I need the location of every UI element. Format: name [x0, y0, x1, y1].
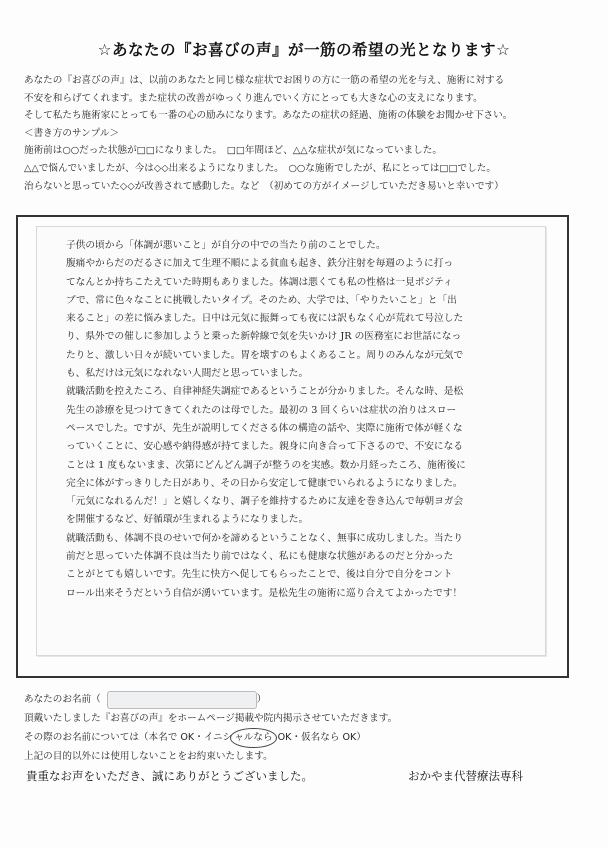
- testimonial-line: 就職活動を控えたころ、自律神経失調症であるということが分かりました。そんな時、是松: [66, 386, 464, 398]
- testimonial-line: 「元気になれるんだ！」と嬉しくなり、調子を維持するために友達を巻き込んで毎朝ヨガ会: [66, 496, 464, 508]
- testimonial-line: も、私だけは元気になれない人間だと思っていました。: [66, 368, 309, 380]
- name-consent-section: [24, 690, 594, 765]
- testimonial-line: 就職活動も、体調不良のせいで何かを諦めるということなく、無事に成功しました。当たり: [66, 532, 463, 544]
- intro-line: あなたの『お喜びの声』は、以前のあなたと同じ様な症状でお困りの方に一筋の希望の光を与え、施術に対する: [24, 75, 505, 86]
- testimonial-line: 来ること」の差に悩みました。日中は元気に振舞っても夜には訳もなく心が荒れて号泣した: [66, 313, 464, 325]
- usage-notice: 上記の目的以外には使用しないことをお約束いたします。: [24, 750, 273, 762]
- name-label: あなたのお名前（: [24, 694, 101, 706]
- intro-text: [24, 72, 594, 195]
- page-title: ☆あなたの『お喜びの声』が一筋の希望の光となります☆: [97, 41, 511, 59]
- testimonial-text: [66, 237, 536, 603]
- testimonial-line: ことがとても嬉しいです。先生に快方へ促してもらったことで、後は自分で自分をコント: [66, 569, 453, 581]
- thanks-message: 貴重なお声をいただき、誠にありがとうございました。: [26, 769, 314, 783]
- sample-line: 治らないと思っていた◇◇が改善されて感動した。など （初めての方がイメージしていただき易いと幸いです）: [24, 180, 504, 192]
- testimonial-line: たりと、激しい日々が続いていました。胃を壊すのもよくあること。周りのみんなが元気で: [66, 349, 464, 361]
- name-field[interactable]: [107, 691, 257, 709]
- testimonial-line: 先生の診療を見つけてきてくれたのは母でした。最初の 3 回くらいは症状の治りはスロー: [66, 404, 457, 416]
- testimonial-line: っていくことに、安心感や納得感が持てました。親身に向き合って下さるので、不安になる: [66, 441, 463, 453]
- sample-heading: ＜書き方のサンプル＞: [24, 127, 120, 139]
- testimonial-line: てなんとか持ちこたえていた時期もありました。体調は悪くても私の性格は一見ポジティ: [66, 276, 453, 288]
- testimonial-line: 腹痛やからだのだるさに加えて生理不順による貧血も起き、鉄分注射を毎週のように打っ: [66, 258, 454, 270]
- initials-option-circled: ャルなら: [230, 728, 276, 748]
- testimonial-line: 子供の頃から「体調が悪いこと」が自分の中での当たり前のことでした。: [66, 240, 386, 251]
- clinic-name: おかやま代替療法専科: [408, 769, 523, 783]
- testimonial-line: を開催するなど、好循環が生まれるようになりました。: [66, 514, 309, 526]
- testimonial-line: ペースでした。ですが、先生が説明してくださる体の構造の話や、実際に施術で体が軽くな: [66, 422, 463, 434]
- naming-options-prefix: その際のお名前については（本名で OK・イニシ: [24, 731, 233, 743]
- footer: [24, 768, 594, 788]
- sample-line: △△で悩んでいましたが、今は◇◇出来るようになりました。 ○○な施術でしたが、私にとっては□□でした。: [24, 162, 496, 174]
- naming-options-suffix: OK・仮名なら OK）: [274, 731, 366, 743]
- testimonial-line: ロール出来そうだという自信が湧いています。是松先生の施術に巡り合えてよかったです！: [66, 587, 463, 599]
- naming-options: [24, 728, 594, 748]
- testimonial-line: 完全に体がすっきりした日があり、その日から安定して健康でいられるようになりました。: [66, 477, 463, 489]
- name-row: [24, 690, 594, 710]
- testimonial-line: 前だと思っていた体調不良は当たり前ではなく、私にも健康な状態があるのだと分かった: [66, 551, 454, 563]
- name-close-paren: ）: [256, 694, 267, 706]
- intro-line: 不安を和らげてくれます。また症状の改善がゆっくり進んでいく方にとっても大きな心の支えになります。: [24, 92, 483, 104]
- testimonial-line: り、県外での催しに参加しようと乗った新幹線で気を失いかけ JR の医務室にお世話になっ: [66, 331, 462, 343]
- sample-line: 施術前は○○だった状態が□□になりました。 □□年間ほど、△△な症状が気になっていました。: [24, 145, 442, 157]
- publish-notice: 頂戴いたしました『お喜びの声』をホームページ掲載や院内掲示させていただきます。: [24, 713, 398, 724]
- testimonial-line: ことは 1 度もないまま、次第にどんどん調子が整うのを実感。数か月経ったころ、施術後に: [66, 459, 466, 471]
- testimonial-line: ブで、常に色々なことに挑戦したいタイプ。そのため、大学では、「やりたいこと」と「出: [66, 294, 457, 306]
- intro-line: そして私たち施術家にとっても一番の心の励みになります。あなたの症状の経過、施術の体験をお聞かせ下さい。: [24, 110, 513, 122]
